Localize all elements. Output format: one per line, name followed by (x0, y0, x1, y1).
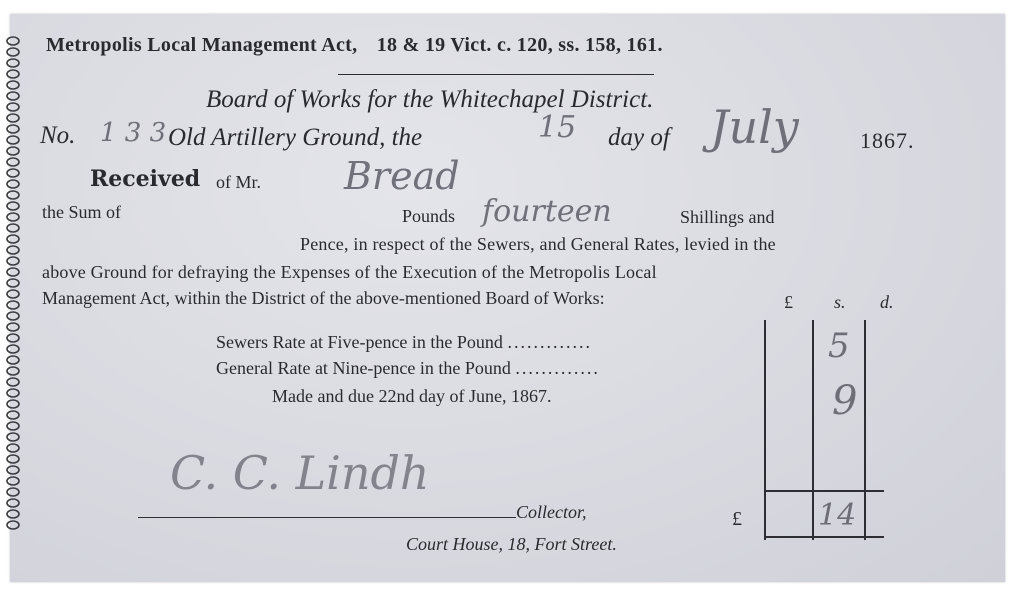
total-top-rule (764, 490, 884, 492)
receipt-no-label: No. (40, 122, 76, 149)
of-mr-text: of Mr. (216, 172, 261, 192)
pounds-label: Pounds (402, 206, 456, 226)
shillings-and-text: Shillings and (680, 207, 775, 227)
month-value: July (710, 100, 799, 154)
amount-column-left-rule (764, 320, 766, 540)
amount-column-right-rule (864, 320, 866, 540)
act-reference: 18 & 19 Vict. c. 120, ss. 158, 161. (376, 34, 663, 56)
shillings-written: fourteen (482, 194, 612, 229)
body-line-1: Pence, in respect of the Sewers, and General Rates, levied in the (300, 234, 776, 254)
sewers-rate-label: Sewers Rate at Five-pence in the Pound (216, 332, 503, 352)
sewers-rate-dots: ............. (507, 332, 592, 352)
rate-receipt (10, 14, 1005, 582)
binding-coil (4, 36, 24, 536)
total-currency: £ (732, 508, 742, 530)
general-rate-row (216, 358, 600, 379)
sewers-rate-shillings: 5 (828, 326, 850, 366)
total-bottom-rule (764, 536, 884, 538)
body-line-3: Management Act, within the District of the above-mentioned Board of Works: (42, 288, 605, 308)
general-rate-dots: ............. (515, 358, 600, 378)
general-rate-shillings: 9 (832, 378, 858, 424)
the-sum-of-text: the Sum of (42, 202, 121, 222)
general-rate-label: General Rate at Nine-pence in the Pound (216, 358, 511, 378)
payer-name: Bread (344, 154, 460, 198)
header-shillings: s. (834, 292, 846, 312)
collector-signature: C. C. Lindh (170, 446, 430, 500)
received-label: Received (90, 166, 201, 192)
total-shillings: 14 (818, 498, 857, 533)
signature-rule (138, 517, 516, 518)
day-value: 15 (538, 110, 577, 145)
amount-column-mid-rule (812, 320, 814, 540)
made-due-text: Made and due 22nd day of June, 1867. (272, 386, 552, 406)
header-rule (338, 74, 654, 75)
header-pence: d. (880, 292, 894, 312)
day-of-text: day of (608, 124, 670, 151)
sewers-rate-row (216, 332, 592, 353)
year-text: 1867. (860, 128, 915, 153)
location-text: Old Artillery Ground, the (168, 124, 423, 151)
receipt-number: 1 3 3 (100, 118, 167, 148)
header-pounds: £ (784, 292, 793, 312)
collector-label: Collector, (516, 502, 587, 522)
act-title: Metropolis Local Management Act, (46, 34, 358, 56)
court-house-address: Court House, 18, Fort Street. (406, 534, 617, 554)
board-title: Board of Works for the Whitechapel District. (206, 86, 654, 113)
body-line-2: above Ground for defraying the Expenses of the Execution of the Metropolis Local (42, 262, 657, 282)
